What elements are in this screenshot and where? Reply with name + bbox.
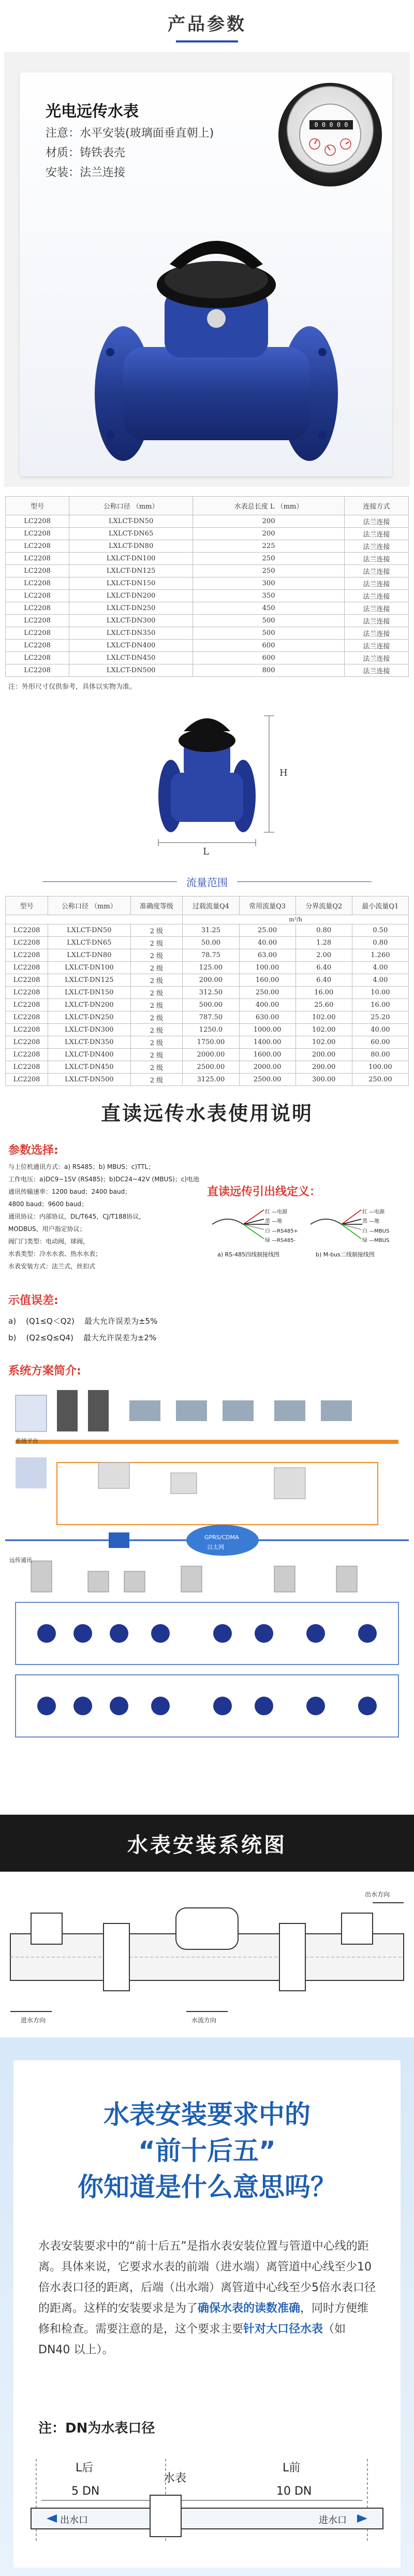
column-header: 准确度等级 <box>130 896 183 915</box>
para-text: 水表安装要求中的“前十后五”是指水表安装位置与管道中心线的距离。具体来说，它要求水表的前端（进水端）离管道中心线至少10倍水表口径的距离，后端（出水端）离管道中心线至少5倍水表口径的距离。这样的安装要求是为了 <box>38 2240 376 2315</box>
spec-material: 材质：铸铁表壳 <box>46 147 126 160</box>
info-card <box>13 2060 401 2568</box>
table-cell: LC2208 <box>6 1011 48 1024</box>
table-cell: LXLCT-DN350 <box>69 627 193 640</box>
table-cell: 250 <box>193 553 345 565</box>
table-cell: 63.00 <box>239 949 295 962</box>
table-cell: LXLCT-DN450 <box>48 1061 130 1074</box>
table-cell: LC2208 <box>6 565 69 577</box>
table-cell: 25.00 <box>239 924 295 937</box>
table-cell: 350 <box>193 590 345 602</box>
table-cell: 2 级 <box>130 1024 183 1036</box>
table-cell: 2 级 <box>130 949 183 962</box>
divider <box>42 881 177 882</box>
table-cell: 2 级 <box>130 924 183 937</box>
table-cell: 1000.00 <box>239 1024 295 1036</box>
table-cell: LC2208 <box>6 987 48 999</box>
section-header <box>0 0 414 52</box>
table-cell: LXLCT-DN150 <box>69 577 193 590</box>
table-row <box>6 1074 409 1086</box>
table-cell: LC2208 <box>6 528 69 540</box>
table-cell: 40.00 <box>352 1024 408 1036</box>
table-cell: LC2208 <box>6 1036 48 1049</box>
table-cell: 100.00 <box>239 962 295 974</box>
spec-connection: 安装：法兰连接 <box>46 166 126 179</box>
table-row <box>6 615 409 627</box>
product-card <box>20 73 392 476</box>
table-cell: LC2208 <box>6 627 69 640</box>
table-header-row <box>6 896 409 915</box>
table-cell: 法兰连接 <box>345 540 409 553</box>
table-cell: 法兰连接 <box>345 602 409 615</box>
param-line: 通讯协议：内部协议，DL/T645，CJ/T188协议， <box>8 1213 145 1220</box>
table-cell: 2 级 <box>130 1049 183 1061</box>
table-cell: 787.50 <box>183 1011 239 1024</box>
table-row <box>6 1049 409 1061</box>
table-cell: 法兰连接 <box>345 615 409 627</box>
flow-unit: m³/h <box>183 915 409 924</box>
info-section <box>0 2037 414 2576</box>
wire-label: 红 —电源 <box>265 1209 288 1215</box>
param-line: 水表安装方式：法兰式，丝扣式 <box>8 1263 96 1270</box>
column-header: 常用流量Q3 <box>239 896 295 915</box>
table-cell: LXLCT-DN350 <box>48 1036 130 1049</box>
table-cell: 630.00 <box>239 1011 295 1024</box>
table-cell: 200.00 <box>295 1061 352 1074</box>
info-title-line: “前十后五” <box>138 2136 276 2166</box>
dn-note: 注：DN为水表口径 <box>38 2421 155 2436</box>
table-cell: 60.00 <box>352 1036 408 1049</box>
table-cell: 300.00 <box>295 1074 352 1086</box>
table-row <box>6 553 409 565</box>
table-cell: 102.00 <box>295 1011 352 1024</box>
table-cell: 法兰连接 <box>345 528 409 540</box>
table-row <box>6 924 409 937</box>
table-cell: 0.80 <box>295 924 352 937</box>
table-cell: 法兰连接 <box>345 627 409 640</box>
table-row <box>6 540 409 553</box>
table-cell: LXLCT-DN50 <box>48 924 130 937</box>
table-cell: LC2208 <box>6 652 69 664</box>
para-text: （如 DN40 以上）。 <box>38 2323 346 2356</box>
table-cell: 250 <box>193 565 345 577</box>
table-cell: LXLCT-DN50 <box>69 515 193 528</box>
table-cell: LXLCT-DN500 <box>48 1074 130 1086</box>
flow-range-header <box>0 871 414 892</box>
table-cell: 16.00 <box>295 987 352 999</box>
wire-label: 黑 —地 <box>362 1219 380 1224</box>
table-cell: 50.00 <box>183 937 239 949</box>
table-cell: 法兰连接 <box>345 590 409 602</box>
table-cell: LC2208 <box>6 949 48 962</box>
table-cell: 0.80 <box>352 937 408 949</box>
table-cell: 102.00 <box>295 1024 352 1036</box>
column-header: 过载流量Q4 <box>183 896 239 915</box>
meter-dial-image <box>278 83 382 186</box>
outlet-label: 出水口 <box>60 2515 88 2526</box>
table-cell: 500 <box>193 627 345 640</box>
table-row <box>6 999 409 1011</box>
dial-digits: 0 0 0 0 0 <box>309 120 353 129</box>
table-cell: LXLCT-DN65 <box>48 937 130 949</box>
table-cell: 500.00 <box>183 999 239 1011</box>
table-cell: 300 <box>193 577 345 590</box>
table-cell: 2 级 <box>130 1011 183 1024</box>
table-row <box>6 528 409 540</box>
table-cell: LC2208 <box>6 974 48 987</box>
column-header: 型号 <box>6 896 48 915</box>
table-cell: 2500.00 <box>183 1061 239 1074</box>
table-row <box>6 590 409 602</box>
table-cell: 4.00 <box>352 962 408 974</box>
flow-direction-label: 水流方向 <box>191 2017 217 2024</box>
para-highlight: 确保水表的读数准确 <box>198 2302 301 2315</box>
dial-gauges-icon <box>299 104 361 166</box>
table-cell: LC2208 <box>6 1074 48 1086</box>
wiring-caption-b: b) M-bus二线制接线图 <box>316 1251 375 1258</box>
table-cell: 200 <box>193 528 345 540</box>
length-label: L <box>203 846 209 857</box>
table-row <box>6 652 409 664</box>
system-heading: 系统方案简介: <box>8 1365 81 1378</box>
table-cell: 2000.00 <box>239 1061 295 1074</box>
table-cell: 6.40 <box>295 962 352 974</box>
table-cell: 100.00 <box>352 1061 408 1074</box>
table-row <box>6 1061 409 1074</box>
dimension-drawing <box>0 695 414 871</box>
table-cell: 法兰连接 <box>345 553 409 565</box>
table-cell: 200.00 <box>295 1049 352 1061</box>
table-cell: 0.50 <box>352 924 408 937</box>
outflow-label: 出水方向 <box>365 1891 390 1898</box>
table-row <box>6 974 409 987</box>
table-cell: LC2208 <box>6 999 48 1011</box>
table-cell: 800 <box>193 664 345 677</box>
info-title-line: 水表安装要求中的 <box>103 2100 310 2130</box>
wiring-caption-a: a) RS-485四线制接线图 <box>217 1251 280 1258</box>
error-heading: 示值误差: <box>8 1294 58 1307</box>
table-cell: LXLCT-DN100 <box>69 553 193 565</box>
table-cell: LC2208 <box>6 515 69 528</box>
table-row <box>6 515 409 528</box>
table-cell: 2 级 <box>130 999 183 1011</box>
table-row <box>6 962 409 974</box>
dimension-note: 注：外形尺寸仅供参考，具体以实物为准。 <box>8 683 137 690</box>
column-header: 公称口径 （mm） <box>48 896 130 915</box>
table-cell: LXLCT-DN100 <box>48 962 130 974</box>
table-header-row <box>6 497 409 515</box>
table-cell: LXLCT-DN300 <box>48 1024 130 1036</box>
para-text: ，同时方便维修和检查。需要注意的是，这个要求主要 <box>38 2302 369 2336</box>
table-cell: 312.50 <box>183 987 239 999</box>
product-panel <box>4 52 410 487</box>
wiring-heading: 直读远传引出线定义： <box>207 1185 321 1198</box>
wire-label: 白 —RS485+ <box>265 1228 298 1234</box>
param-line: 工作电压：a)DC9~15V (RS485)；b)DC24~42V (MBUS)；c)电池 <box>8 1176 200 1183</box>
table-cell: LC2208 <box>6 924 48 937</box>
table-cell: 1400.00 <box>239 1036 295 1049</box>
table-row <box>6 640 409 652</box>
table-cell: LXLCT-DN300 <box>69 615 193 627</box>
table-cell: 2.00 <box>295 949 352 962</box>
dimension-table-section <box>0 487 414 695</box>
table-cell: 600 <box>193 640 345 652</box>
column-header: 公称口径 （mm） <box>69 497 193 515</box>
table-row <box>6 664 409 677</box>
table-cell: LC2208 <box>6 602 69 615</box>
table-cell: LXLCT-DN150 <box>48 987 130 999</box>
table-cell: 2 级 <box>130 1074 183 1086</box>
table-cell: LC2208 <box>6 937 48 949</box>
table-cell: LC2208 <box>6 540 69 553</box>
table-row <box>6 987 409 999</box>
table-row <box>6 602 409 615</box>
five-dn-label: 5 DN <box>71 2485 100 2498</box>
table-cell: 250.00 <box>352 1074 408 1086</box>
table-cell: LC2208 <box>6 664 69 677</box>
table-row <box>6 577 409 590</box>
install-diagram <box>0 1872 414 2037</box>
table-row <box>6 627 409 640</box>
params-heading: 参数选择: <box>8 1144 58 1157</box>
system-diagram-image <box>5 1385 409 1789</box>
table-cell: 600 <box>193 652 345 664</box>
param-line: 阀门门类型：电动阀，球阀， <box>8 1238 90 1245</box>
table-cell: 500 <box>193 615 345 627</box>
table-cell: LXLCT-DN450 <box>69 652 193 664</box>
flow-table-section <box>0 892 414 1086</box>
table-cell: 2 级 <box>130 974 183 987</box>
table-row <box>6 565 409 577</box>
page-title: 产品参数 <box>168 13 246 35</box>
param-line: MODBUS，用户指定协议； <box>8 1225 86 1233</box>
table-cell: 16.00 <box>352 999 408 1011</box>
ten-dn-label: 10 DN <box>276 2485 312 2498</box>
meter-label: 水表 <box>164 2472 187 2485</box>
dimension-table <box>5 496 409 677</box>
table-cell: 160.00 <box>239 974 295 987</box>
table-cell: 2000.00 <box>183 1049 239 1061</box>
flange-water-meter-image <box>87 207 346 476</box>
wire-label: 绿 —MBUS <box>362 1238 390 1243</box>
table-cell: 法兰连接 <box>345 664 409 677</box>
table-cell: LC2208 <box>6 577 69 590</box>
column-header: 水表总长度 L （mm） <box>193 497 345 515</box>
table-cell: 2 级 <box>130 987 183 999</box>
system-label: 以太网 <box>207 1544 224 1551</box>
table-cell: 6.40 <box>295 974 352 987</box>
table-cell: 450 <box>193 602 345 615</box>
table-cell: 2500.00 <box>239 1074 295 1086</box>
table-row <box>6 937 409 949</box>
table-row <box>6 949 409 962</box>
dial-face <box>299 104 361 166</box>
table-row <box>6 1036 409 1049</box>
table-cell: 25.60 <box>295 999 352 1011</box>
table-cell: LXLCT-DN400 <box>48 1049 130 1061</box>
wire-label: 绿 —RS485- <box>265 1238 296 1243</box>
l-after-label: L后 <box>76 2462 94 2474</box>
table-cell: LC2208 <box>6 590 69 602</box>
table-cell: 400.00 <box>239 999 295 1011</box>
table-cell: 法兰连接 <box>345 652 409 664</box>
error-line: b) (Q2≤Q≤Q4) 最大允许误差为±2% <box>8 1333 157 1342</box>
table-cell: 40.00 <box>239 937 295 949</box>
table-cell: LXLCT-DN500 <box>69 664 193 677</box>
inlet-label: 进水口 <box>319 2515 347 2526</box>
table-cell: 25.20 <box>352 1011 408 1024</box>
table-cell: LXLCT-DN80 <box>69 540 193 553</box>
param-line: 4800 baud；9600 baud； <box>8 1200 88 1208</box>
table-cell: 31.25 <box>183 924 239 937</box>
param-line: 与上位机通讯方式：a) RS485；b) MBUS；c)TTL； <box>8 1163 155 1170</box>
flow-range-title: 流量范围 <box>186 876 228 889</box>
table-cell: 1750.00 <box>183 1036 239 1049</box>
table-cell: 法兰连接 <box>345 640 409 652</box>
table-cell: LXLCT-DN200 <box>69 590 193 602</box>
table-cell: 法兰连接 <box>345 577 409 590</box>
system-label: 远传通讯 <box>9 1557 32 1564</box>
table-row <box>6 1024 409 1036</box>
column-header: 型号 <box>6 497 69 515</box>
instructions-title: 直读远传水表使用说明 <box>100 1102 313 1125</box>
table-cell: 1.28 <box>295 937 352 949</box>
table-cell: 3125.00 <box>183 1074 239 1086</box>
table-cell: 10.00 <box>352 987 408 999</box>
param-line: 水表类型：冷水水表、热水水表； <box>8 1250 102 1257</box>
table-cell: LC2208 <box>6 1049 48 1061</box>
table-cell: LXLCT-DN400 <box>69 640 193 652</box>
install-system-title: 水表安装系统图 <box>127 1833 287 1857</box>
table-cell: 225 <box>193 540 345 553</box>
table-cell: 125.00 <box>183 962 239 974</box>
table-cell: LXLCT-DN200 <box>48 999 130 1011</box>
table-cell: 2 级 <box>130 962 183 974</box>
system-label: GPRS/CDMA <box>204 1534 239 1541</box>
table-unit-row <box>6 915 409 924</box>
table-cell: 1.260 <box>352 949 408 962</box>
table-cell: 250.00 <box>239 987 295 999</box>
table-cell: 1250.0 <box>183 1024 239 1036</box>
install-system-banner <box>0 1815 414 1872</box>
title-underline <box>176 40 238 42</box>
spec-install-note: 注意：水平安装(玻璃面垂直朝上) <box>46 127 214 140</box>
table-cell: LC2208 <box>6 640 69 652</box>
table-cell: LXLCT-DN125 <box>48 974 130 987</box>
inflow-label: 进水方向 <box>21 2017 46 2024</box>
column-header: 最小流量Q1 <box>352 896 408 915</box>
table-cell: 法兰连接 <box>345 515 409 528</box>
table-cell: LXLCT-DN65 <box>69 528 193 540</box>
product-name: 光电远传水表 <box>46 103 139 121</box>
wire-label: 白 —MBUS <box>362 1228 390 1234</box>
error-line: a) (Q1≤Q＜Q2) 最大允许误差为±5% <box>8 1316 158 1326</box>
table-cell: LC2208 <box>6 1061 48 1074</box>
table-cell: LXLCT-DN250 <box>69 602 193 615</box>
table-cell: LXLCT-DN250 <box>48 1011 130 1024</box>
table-cell: LXLCT-DN125 <box>69 565 193 577</box>
table-cell: 80.00 <box>352 1049 408 1061</box>
column-header: 连接方式 <box>345 497 409 515</box>
param-line: 通讯传输速率：1200 baud；2400 baud； <box>8 1188 131 1195</box>
column-header: 分界流量Q2 <box>295 896 352 915</box>
table-cell: 102.00 <box>295 1036 352 1049</box>
table-cell: LC2208 <box>6 962 48 974</box>
table-cell: 200 <box>193 515 345 528</box>
table-cell: 2 级 <box>130 937 183 949</box>
divider <box>237 881 372 882</box>
table-cell: 法兰连接 <box>345 565 409 577</box>
table-cell: LC2208 <box>6 615 69 627</box>
table-cell: 1600.00 <box>239 1049 295 1061</box>
wire-label: 红 —电源 <box>362 1209 385 1215</box>
table-cell: 2 级 <box>130 1036 183 1049</box>
table-cell: LXLCT-DN80 <box>48 949 130 962</box>
table-row <box>6 1011 409 1024</box>
system-label: 系统平台 <box>16 1438 38 1444</box>
table-cell: LC2208 <box>6 553 69 565</box>
info-title-line: 你知道是什么意思吗？ <box>78 2172 336 2202</box>
table-cell: LC2208 <box>6 1024 48 1036</box>
l-before-label: L前 <box>283 2462 301 2474</box>
table-cell: 78.75 <box>183 949 239 962</box>
flow-table <box>5 896 409 1086</box>
table-cell: 4.00 <box>352 974 408 987</box>
instructions-section <box>0 1126 414 1815</box>
info-paragraph <box>38 2236 376 2361</box>
meter-dimension-image <box>0 695 414 850</box>
para-highlight: 针对大口径水表 <box>243 2323 323 2336</box>
height-label: H <box>279 768 288 778</box>
wire-label: 黑 —地 <box>265 1219 283 1224</box>
install-diagram-image <box>0 1872 414 2037</box>
table-cell: 2 级 <box>130 1061 183 1074</box>
table-cell: 200.00 <box>183 974 239 987</box>
